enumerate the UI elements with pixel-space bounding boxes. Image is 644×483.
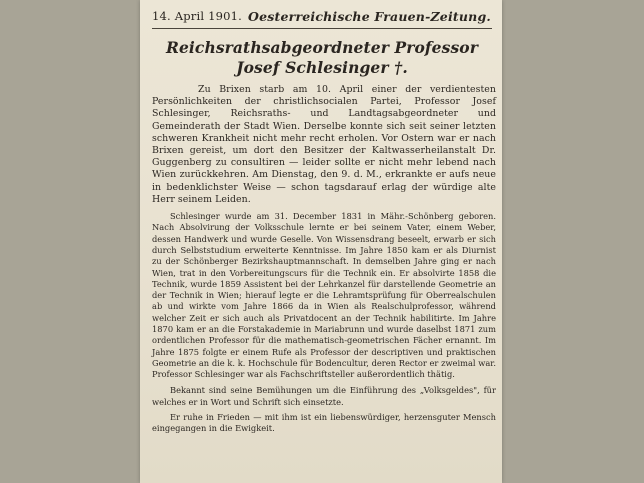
header-divider [152,28,492,29]
newspaper-clipping [140,0,502,483]
article-body [152,84,496,435]
issue-date: 14. April 1901. [152,9,243,23]
article-paragraph-4: Er ruhe in Frieden — mit ihm ist ein liebenswürdiger, herzensguter Mensch eingegangen in die Ewigkeit. [152,412,496,434]
article-paragraph-1: Zu Brixen starb am 10. April einer der verdientesten Persönlichkeiten der christlichsocialen Partei, Professor Josef Schlesinger, Reichsraths- und Landtagsabgeordneter und Gemeinderath der Stadt Wien. Derselbe konnte sich seit seiner letzten schweren Krankheit nicht mehr recht erholen. Vor Ostern war er nach Brixen gereist, um dort den Besitzer der Kaltwasserheilanstalt Dr. Guggenberg zu consultiren — leider sollte er nicht mehr lebend nach Wien zurückkehren. Am Dienstag, den 9. d. M., erkrankte er aufs neue in bedenklichster Weise — schon tagsdarauf erlag der würdige alte Herr seinem Leiden. [152,84,496,205]
page-header [152,6,494,26]
article-paragraph-2: Schlesinger wurde am 31. December 1831 in Mähr.-Schönberg geboren. Nach Absolvirung der Volksschule lernte er bei seinem Vater, einem Weber, dessen Handwerk und wurde Geselle. Von Wissensdrang beseelt, erwarb er sich durch Selbststudium erweiterte Kenntnisse. Im Jahre 1850 kam er als Diurnist zu der Schönberger Bezirkshauptmannschaft. In demselben Jahre ging er nach Wien, trat in den Vorbereitungscurs für die Technik ein. Er absolvirte 1858 die Technik, wurde 1859 Assistent bei der Lehrkanzel für darstellende Geometrie an der Technik in Wien; hierauf legte er die Lehramtsprüfung für Oberrealschulen ab und wirkte vom Jahre 1866 da in Wien als Realschulprofessor, während welcher Zeit er sich auch als Privatdocent an der Technik habilitirte. Im Jahre 1870 kam er an die Forstakademie in Mariabrunn und wurde daselbst 1871 zum ordentlichen Professor für die mathematisch-geometrischen Fächer ernannt. Im Jahre 1875 folgte er einem Rufe als Professor der descriptiven und praktischen Geometrie an die k. k. Hochschule für Bodencultur, deren Rector er zweimal war. Professor Schlesinger war als Fachschriftsteller außerordentlich thätig. [152,211,496,380]
article-title: Reichsrathsabgeordneter Professor Josef Schlesinger †. [165,38,478,77]
publication-name: Oesterreichische Frauen-Zeitung. [248,8,491,24]
article-paragraph-3: Bekannt sind seine Bemühungen um die Einführung des „Volksgeldes", für welches er in Wort und Schrift sich einsetzte. [152,385,496,407]
